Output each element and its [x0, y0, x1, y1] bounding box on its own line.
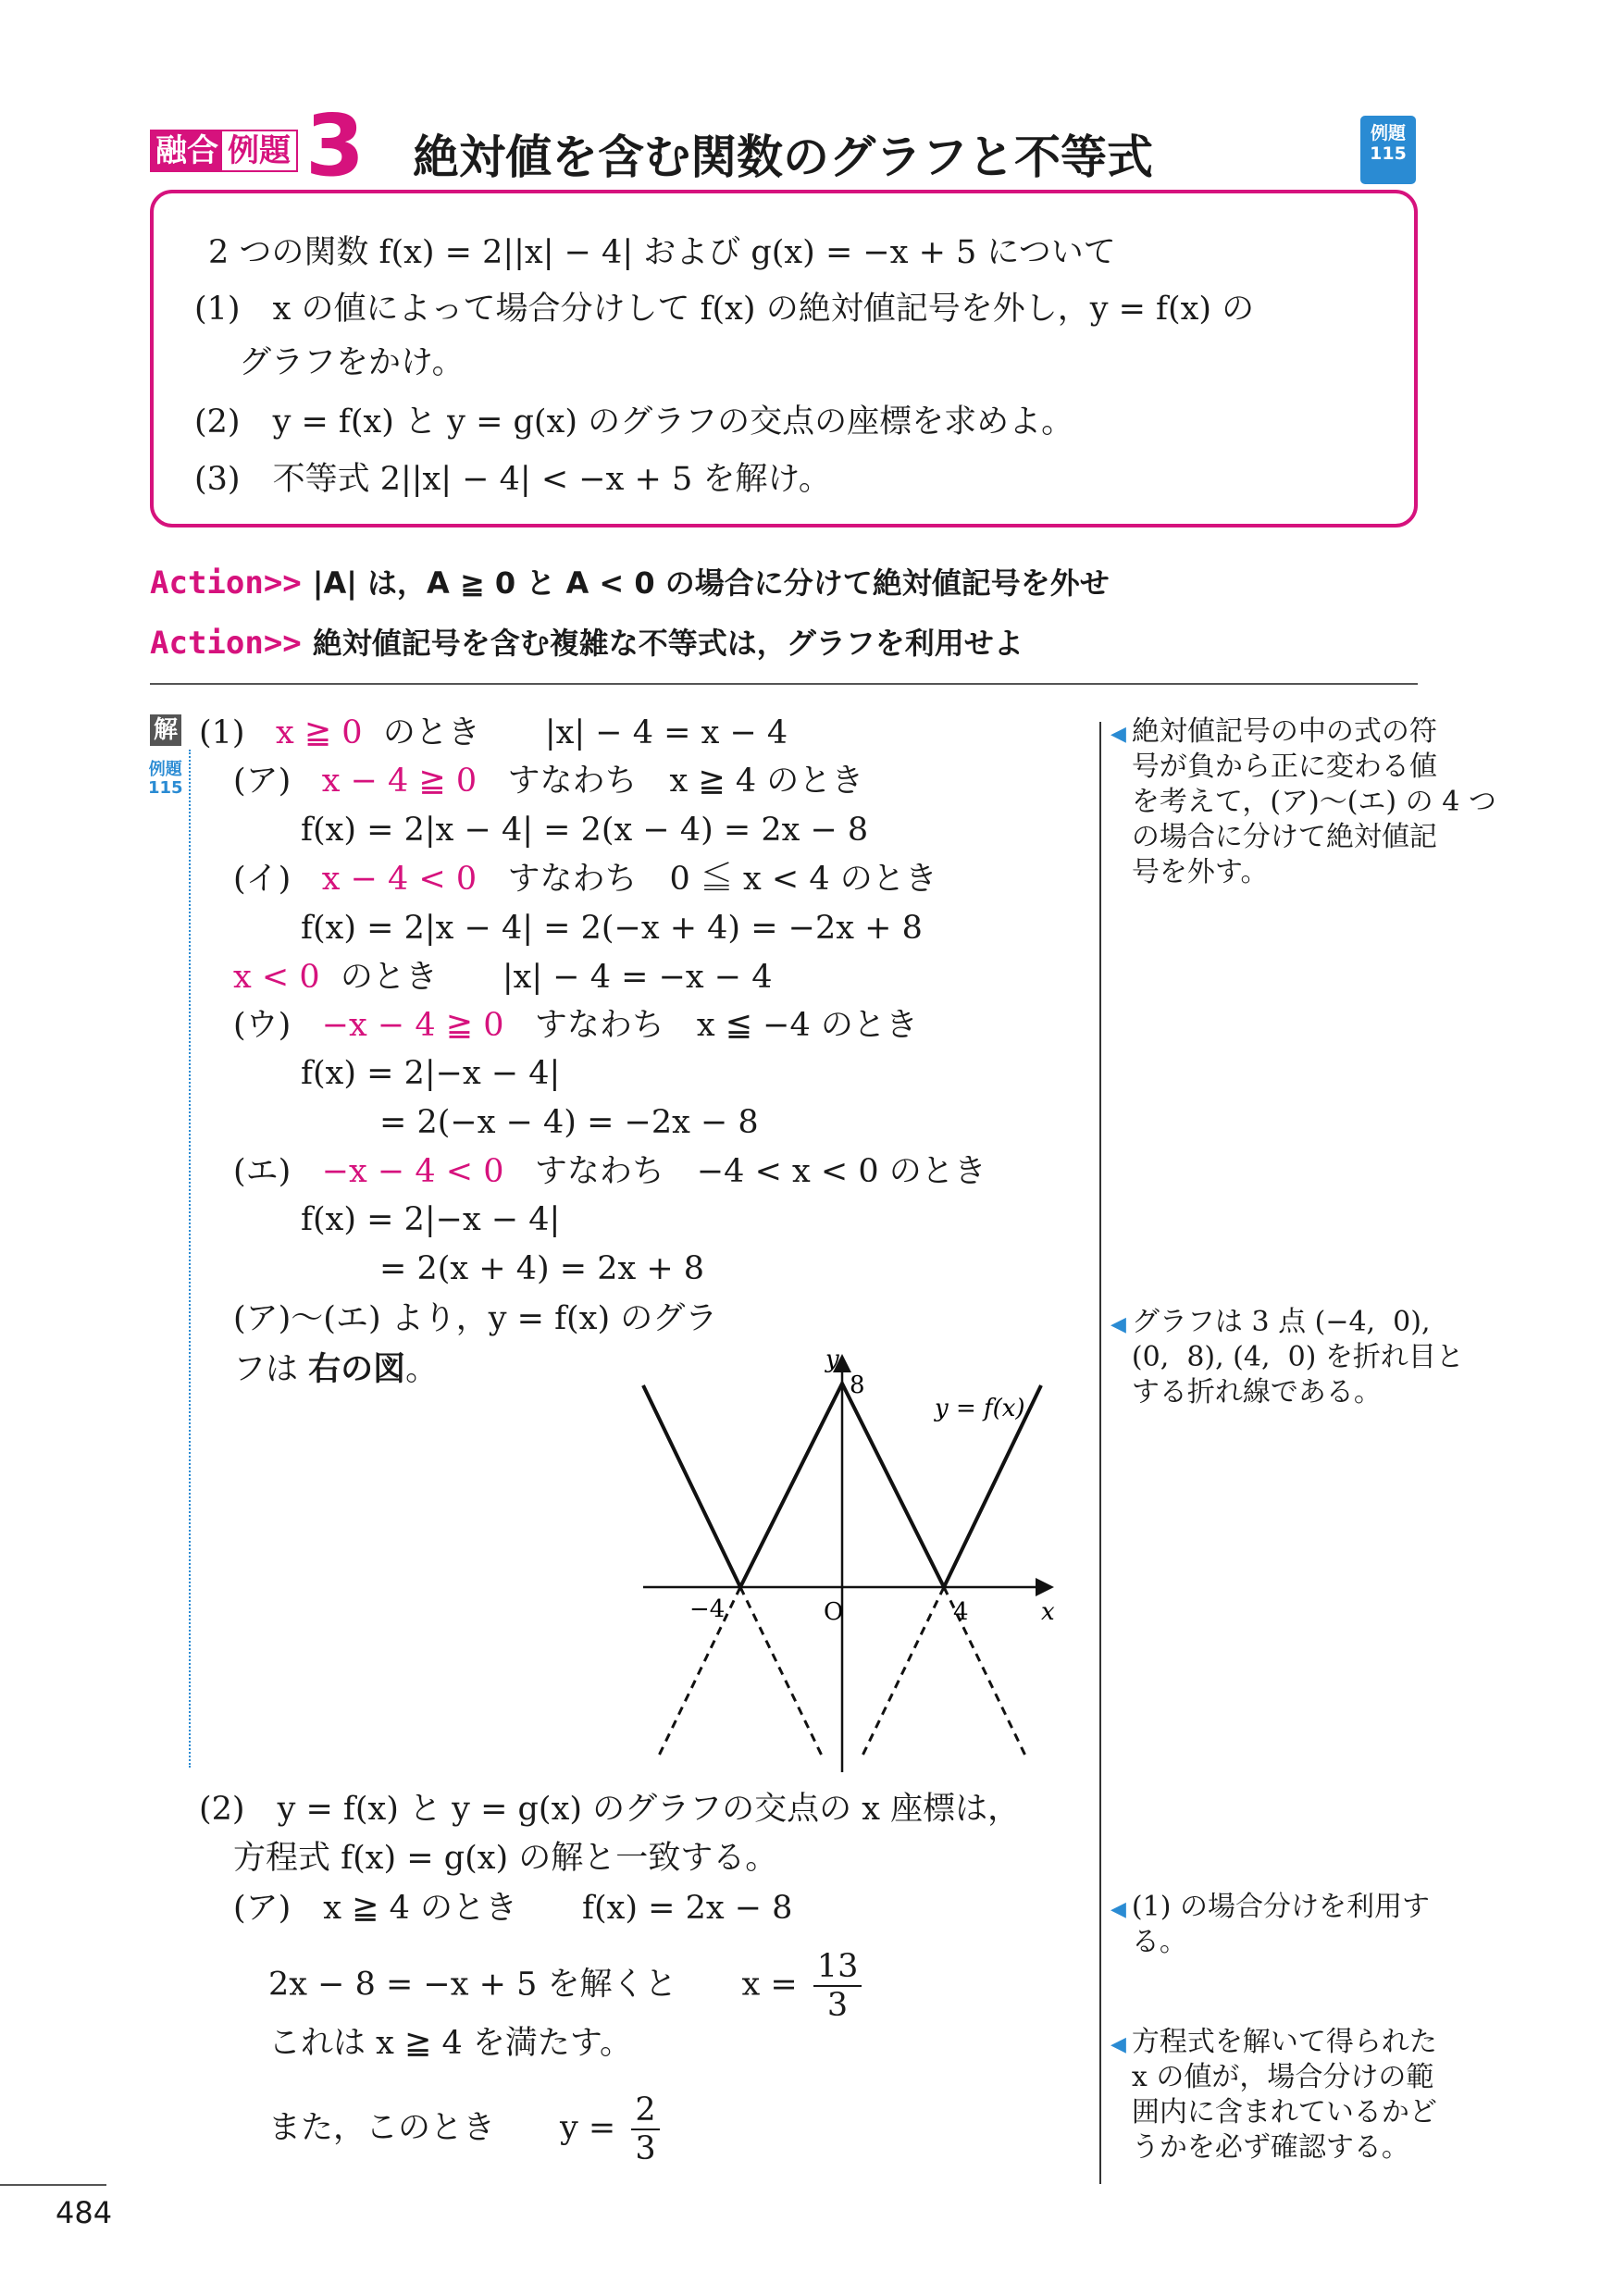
reidai-ref-number: 115 — [148, 778, 183, 798]
x-fraction-num: 13 — [813, 1948, 862, 1987]
sol-1-cond: x ≧ 0 — [275, 714, 363, 751]
case-i-line — [233, 861, 937, 898]
case-u-line — [233, 1007, 918, 1044]
note-2-text: グラフは 3 点 (−4, 0), (0, 8), (4, 0) を折れ目と する折れ線である。 — [1131, 1306, 1464, 1409]
page-number-rule — [0, 2184, 106, 2186]
note-4-text: 方程式を解いて得られた x の値が，場合分けの範 囲内に含まれているかど うかを必ず確認する。 — [1131, 2026, 1437, 2164]
case-i-cond: x − 4 < 0 — [321, 861, 478, 898]
note-3-text: (1) の場合分けを利用す る。 — [1131, 1891, 1430, 1958]
sol-2-solve-text: 2x − 8 = −x + 5 を解くと x = — [268, 1966, 798, 2004]
action-1 — [150, 560, 1110, 602]
sol-2-line2: 方程式 f(x) = g(x) の解と一致する。 — [233, 1840, 778, 1877]
sol-2-solve — [268, 1948, 867, 2024]
case-u-eq1: f(x) = 2|−x − 4| — [301, 1055, 561, 1092]
dashed-right-1 — [862, 1587, 944, 1756]
case-e-line — [233, 1153, 986, 1190]
notes-divider — [1099, 722, 1101, 2184]
case-u-rest: すなわち x ≦ −4 のとき — [534, 1007, 918, 1044]
note-1-text: 絶対値記号の中の式の符 号が負から正に変わる値 を考えて，(ア)〜(エ) の 4 つ の場合に分けて絶対値記 号を外す。 — [1131, 715, 1496, 888]
problem-q1-line1: (1) x の値によって場合分けして f(x) の絶対値記号を外し，y = f(x) の — [194, 291, 1255, 328]
conclusion-right-figure: 右の図 — [308, 1351, 406, 1388]
note-3-marker: ◀ — [1110, 1898, 1126, 1921]
sol-2-also — [268, 2091, 665, 2167]
x-fraction — [813, 1948, 862, 2024]
note-1 — [1110, 714, 1496, 890]
graph-figure — [629, 1347, 1073, 1781]
corner-tag-number: 115 — [1370, 143, 1407, 164]
case-a-cond: x − 4 ≧ 0 — [321, 763, 478, 800]
y-fraction — [631, 2091, 659, 2167]
action-label: Action>> — [150, 625, 302, 662]
header-number: 3 — [305, 96, 366, 195]
reidai-ref — [148, 761, 183, 798]
conclusion-period: 。 — [405, 1351, 439, 1388]
case-e-cond: −x − 4 < 0 — [321, 1153, 504, 1190]
sol-2-case-a: (ア) x ≧ 4 のとき f(x) = 2x − 8 — [233, 1890, 793, 1927]
reidai-ref-label: 例題 — [148, 760, 182, 779]
note-4-marker: ◀ — [1110, 2033, 1126, 2056]
neg-case-line — [233, 959, 773, 996]
header-badge-example: 例題 — [220, 130, 298, 172]
case-u-eq2: = 2(−x − 4) = −2x − 8 — [379, 1104, 759, 1141]
case-a-line — [233, 763, 863, 800]
header-badge-fusion: 融合 — [150, 130, 224, 172]
action-1-text: |A| は，A ≧ 0 と A < 0 の場合に分けて絶対値記号を外せ — [312, 565, 1110, 601]
neg-case-cond: x < 0 — [233, 959, 320, 996]
note-2 — [1110, 1305, 1464, 1410]
note-4 — [1110, 2025, 1437, 2166]
conclusion-line2 — [233, 1351, 438, 1388]
problem-q2: (2) y = f(x) と y = g(x) のグラフの交点の座標を求めよ。 — [194, 403, 1074, 441]
tick-neg4-label: −4 — [689, 1595, 726, 1623]
sol-1-label: (1) — [199, 714, 245, 751]
conclusion-fuha: フは — [233, 1351, 299, 1388]
case-u-label: (ウ) — [233, 1007, 292, 1044]
solution-dotted-margin — [189, 750, 191, 1768]
case-e-eq1: f(x) = 2|−x − 4| — [301, 1201, 561, 1238]
curve-label: y = f(x) — [935, 1395, 1025, 1422]
sol-2-check: これは x ≧ 4 を満たす。 — [268, 2025, 633, 2062]
origin-label: O — [824, 1598, 844, 1626]
action-2-text: 絶対値記号を含む複雑な不等式は，グラフを利用せよ — [312, 626, 1024, 661]
sol-1-line — [199, 714, 788, 751]
case-i-rest: すなわち 0 ≦ x < 4 のとき — [507, 861, 937, 898]
sol-1-rest: のとき |x| − 4 = x − 4 — [382, 714, 788, 751]
case-a-label: (ア) — [233, 763, 292, 800]
note-2-marker: ◀ — [1110, 1313, 1126, 1336]
page-number: 484 — [56, 2195, 113, 2230]
tick-4-label: 4 — [953, 1598, 969, 1626]
y-axis-label: y — [825, 1347, 839, 1373]
problem-intro: 2 つの関数 f(x) = 2||x| − 4| および g(x) = −x + 5 について — [208, 234, 1116, 271]
divider — [150, 683, 1418, 685]
conclusion-line1: (ア)〜(エ) より，y = f(x) のグラ — [233, 1300, 718, 1337]
x-axis-label: x — [1041, 1598, 1055, 1626]
sol-2-also-text: また，このとき y = — [268, 2109, 616, 2147]
case-u-cond: −x − 4 ≧ 0 — [321, 1007, 504, 1044]
case-i-label: (イ) — [233, 861, 292, 898]
page-title: 絶対値を含む関数のグラフと不等式 — [413, 130, 1153, 184]
dashed-left-2 — [740, 1587, 822, 1756]
y-intercept-label: 8 — [850, 1371, 865, 1399]
action-label: Action>> — [150, 565, 302, 602]
corner-tag-label: 例題 — [1370, 123, 1406, 143]
y-fraction-num: 2 — [631, 2091, 659, 2130]
case-e-label: (エ) — [233, 1153, 292, 1190]
note-3 — [1110, 1890, 1430, 1960]
corner-example-tag — [1360, 116, 1416, 184]
case-e-rest: すなわち −4 < x < 0 のとき — [534, 1153, 986, 1190]
problem-q3: (3) 不等式 2||x| − 4| < −x + 5 を解け。 — [194, 461, 831, 498]
neg-case-rest: のとき |x| − 4 = −x − 4 — [340, 959, 773, 996]
note-1-marker: ◀ — [1110, 723, 1126, 746]
case-e-eq2: = 2(x + 4) = 2x + 8 — [379, 1250, 705, 1287]
case-a-rest: すなわち x ≧ 4 のとき — [507, 763, 864, 800]
y-fraction-den: 3 — [635, 2130, 656, 2167]
case-i-eq: f(x) = 2|x − 4| = 2(−x + 4) = −2x + 8 — [301, 910, 923, 947]
sol-2-line1: (2) y = f(x) と y = g(x) のグラフの交点の x 座標は， — [199, 1791, 1021, 1828]
action-2 — [150, 620, 1024, 663]
kai-badge: 解 — [150, 714, 181, 746]
x-fraction-den: 3 — [826, 1987, 849, 2024]
problem-q1-line2: グラフをかけ。 — [239, 344, 465, 381]
case-a-eq: f(x) = 2|x − 4| = 2(x − 4) = 2x − 8 — [301, 812, 869, 849]
